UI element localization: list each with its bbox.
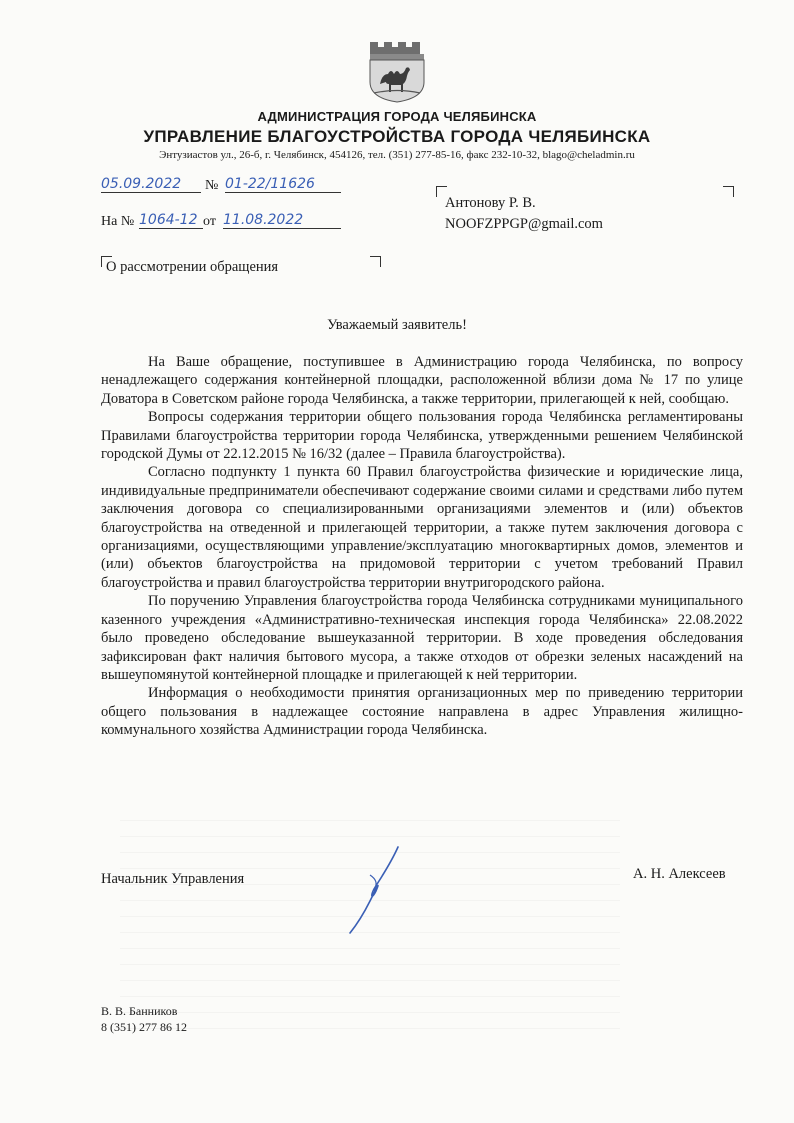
organization-name: АДМИНИСТРАЦИЯ ГОРОДА ЧЕЛЯБИНСКА xyxy=(257,109,537,124)
body-paragraph: На Ваше обращение, поступившее в Администрацию города Челябинска, по вопросу ненадлежащего содержания контейнерной площадки, расположенной вблизи дома № 17 по улице Доватора в Советском районе города Челябинска, а также территории, прилегающей к ней, сообщаю. xyxy=(101,354,743,407)
letter-subject: О рассмотрении обращения xyxy=(106,259,279,275)
body-paragraph: По поручению Управления благоустройства города Челябинска сотрудниками муниципального казенного учреждения «Административно-техническая инспекция города Челябинска» 22.08.2022 было проведено обследование вышеуказанной территории. В ходе проведения обследования зафиксирован факт наличия бытового мусора, а также отходов от обрезки зеленых насаждений на вышеупомянутой контейнерной площадке и прилегающей к ней территории. xyxy=(101,593,743,683)
outgoing-date: 05.09.2022 xyxy=(101,176,201,193)
recipient-email: NOOFZPPGP@gmail.com xyxy=(445,216,603,232)
executor-block xyxy=(101,1003,187,1035)
reference-number-label: На № xyxy=(101,214,135,229)
recipient-name: Антонову Р. В. xyxy=(445,195,536,211)
signatory-name: А. Н. Алексеев xyxy=(633,866,726,882)
department-name: УПРАВЛЕНИЕ БЛАГОУСТРОЙСТВА ГОРОДА ЧЕЛЯБИНСКА xyxy=(143,127,651,146)
letter-body xyxy=(101,353,743,740)
registration-line xyxy=(101,176,341,196)
greeting: Уважаемый заявитель! xyxy=(327,317,467,333)
handwritten-signature-icon xyxy=(340,845,410,937)
signatory-title: Начальник Управления xyxy=(101,871,245,887)
outgoing-number: 01-22/11626 xyxy=(225,176,341,193)
number-label: № xyxy=(205,178,219,193)
executor-name: В. В. Банников xyxy=(101,1004,178,1018)
recipient-corner-right xyxy=(723,186,734,197)
reference-date: 11.08.2022 xyxy=(223,212,341,229)
body-paragraph: Вопросы содержания территории общего пользования города Челябинска регламентированы Правилами благоустройства территории города Челябинска, утвержденными решением Челябинской городской Думы от 22.12.2015 № 16/32 (далее – Правила благоустройства). xyxy=(101,409,743,463)
executor-phone: 8 (351) 277 86 12 xyxy=(101,1020,187,1034)
reference-from-label: от xyxy=(203,214,216,229)
department-address: Энтузиастов ул., 26-б, г. Челябинск, 454126, тел. (351) 277-85-16, факс 232-10-32, blago@cheladmin.ru xyxy=(159,149,635,161)
recipient-block xyxy=(445,193,603,235)
subject-corner-right xyxy=(370,256,381,267)
coat-of-arms-icon xyxy=(362,38,432,104)
reference-number: 1064-12 xyxy=(139,212,203,229)
body-paragraph: Согласно подпункту 1 пункта 60 Правил благоустройства физические и юридические лица, индивидуальные предприниматели обеспечивают содержание своими силами и средствами либо путем заключения договора со специализированными организациями элементов и (или) объектов благоустройства на отведенной и прилегающей территории, а также путем заключения договора с организациями, осуществляющими управление/эксплуатацию многоквартирных домов, элементов и (или) объектов благоустройства на придомовой территории с учетом требований Правил благоустройства и правил благоустройства территории внутригородского района. xyxy=(101,464,743,591)
reference-line xyxy=(101,212,341,232)
body-paragraph: Информация о необходимости принятия организационных мер по приведению территории общего пользования в надлежащее состояние направлена в адрес Управления жилищно-коммунального хозяйства Администрации города Челябинска. xyxy=(101,685,743,739)
